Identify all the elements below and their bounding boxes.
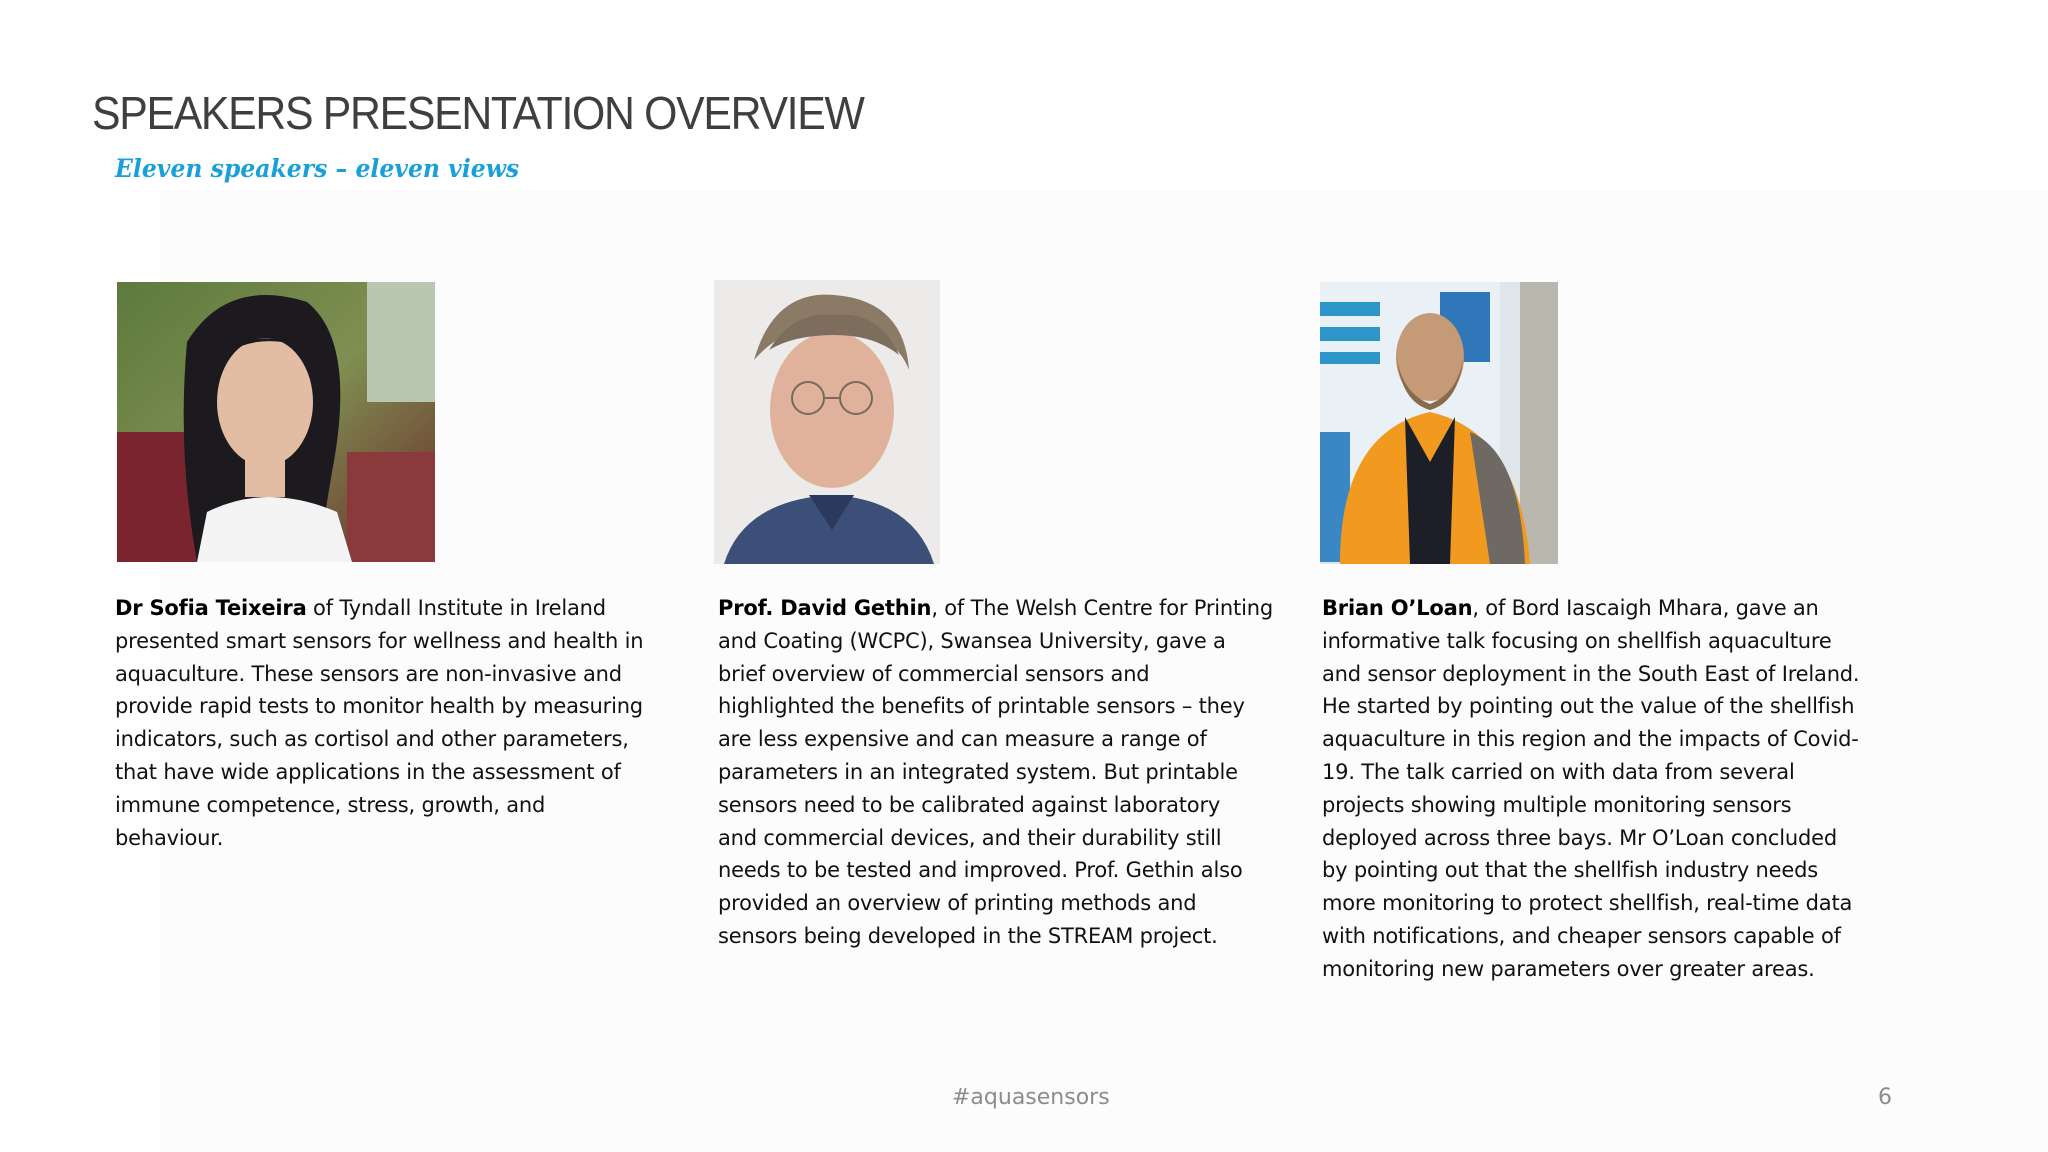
- speaker-photo-man-orange-jacket-icon: [1320, 282, 1558, 564]
- bio-text: immune competence, stress, growth, and: [115, 792, 546, 817]
- bio-text: aquaculture. These sensors are non-invasive and: [115, 661, 622, 686]
- bio-text: informative talk focusing on shellfish aquaculture: [1322, 628, 1832, 653]
- bio-line: [718, 920, 1278, 953]
- speaker-3-bio: [1322, 592, 1882, 986]
- bio-text: parameters in an integrated system. But printable: [718, 759, 1238, 784]
- bio-line: [115, 658, 675, 691]
- bio-line: [718, 756, 1278, 789]
- bio-text: He started by pointing out the value of the shellfish: [1322, 694, 1855, 719]
- speaker-photo-woman-icon: [117, 282, 435, 562]
- bio-line: [1322, 625, 1882, 658]
- bio-line: [718, 658, 1278, 691]
- bio-line: [718, 854, 1278, 887]
- bio-text: that have wide applications in the assessment of: [115, 759, 621, 784]
- bio-line: [1322, 789, 1882, 822]
- bio-text: sensors being developed in the STREAM project.: [718, 923, 1218, 948]
- bio-text: behaviour.: [115, 825, 224, 850]
- bio-line: [1322, 592, 1882, 625]
- bio-line: [718, 690, 1278, 723]
- bio-text: needs to be tested and improved. Prof. Gethin also: [718, 858, 1243, 883]
- speaker-1-bio: [115, 592, 675, 854]
- bio-text: are less expensive and can measure a range of: [718, 727, 1207, 752]
- bio-text: with notifications, and cheaper sensors capable of: [1322, 923, 1841, 948]
- bio-line: [115, 625, 675, 658]
- bio-text: brief overview of commercial sensors and: [718, 661, 1150, 686]
- bio-text: by pointing out that the shellfish industry needs: [1322, 858, 1818, 883]
- bio-line: [115, 756, 675, 789]
- bio-text: presented smart sensors for wellness and health in: [115, 628, 644, 653]
- bio-text: sensors need to be calibrated against laboratory: [718, 792, 1221, 817]
- bio-line: [1322, 822, 1882, 855]
- page-number: 6: [1878, 1085, 1892, 1110]
- bio-line: [1322, 756, 1882, 789]
- bio-text: monitoring new parameters over greater areas.: [1322, 956, 1815, 981]
- bio-line: [1322, 920, 1882, 953]
- bio-text: and sensor deployment in the South East of Ireland.: [1322, 661, 1860, 686]
- bio-text: deployed across three bays. Mr O’Loan concluded: [1322, 825, 1837, 850]
- bio-text: and Coating (WCPC), Swansea University, gave a: [718, 628, 1226, 653]
- footer-hashtag: #aquasensors: [952, 1085, 1110, 1110]
- bio-text: highlighted the benefits of printable sensors – they: [718, 694, 1245, 719]
- speaker-name: Brian O’Loan: [1322, 596, 1473, 620]
- speaker-name: Dr Sofia Teixeira: [115, 596, 307, 620]
- bio-line: [1322, 854, 1882, 887]
- slide-title: SPEAKERS PRESENTATION OVERVIEW: [92, 87, 864, 139]
- speaker-name: Prof. David Gethin: [718, 596, 932, 620]
- bio-line: [718, 822, 1278, 855]
- bio-line: [1322, 658, 1882, 691]
- bio-text: aquaculture in this region and the impacts of Covid-: [1322, 727, 1859, 752]
- bio-text: projects showing multiple monitoring sensors: [1322, 792, 1792, 817]
- bio-text: indicators, such as cortisol and other parameters,: [115, 727, 629, 752]
- bio-text: , of Bord Iascaigh Mhara, gave an: [1472, 596, 1819, 620]
- slide-subtitle: Eleven speakers – eleven views: [115, 154, 520, 183]
- speaker-3-photo: [1320, 282, 1558, 564]
- bio-text: and commercial devices, and their durability still: [718, 825, 1222, 850]
- speaker-2-bio: [718, 592, 1278, 953]
- bio-line: [1322, 690, 1882, 723]
- speaker-1-photo: [117, 282, 435, 562]
- bio-text: provided an overview of printing methods and: [718, 891, 1197, 916]
- bio-line: [1322, 723, 1882, 756]
- speaker-2-photo: [714, 280, 940, 564]
- bio-line: [718, 592, 1278, 625]
- bio-text: provide rapid tests to monitor health by measuring: [115, 694, 643, 719]
- bio-text: of Tyndall Institute in Ireland: [306, 596, 606, 620]
- bio-text: more monitoring to protect shellfish, real-time data: [1322, 891, 1853, 916]
- bio-line: [718, 723, 1278, 756]
- bio-text: , of The Welsh Centre for Printing: [931, 596, 1273, 620]
- bio-line: [115, 723, 675, 756]
- bio-line: [115, 822, 675, 855]
- bio-line: [718, 887, 1278, 920]
- speaker-photo-man-glasses-icon: [714, 280, 940, 564]
- bio-line: [718, 789, 1278, 822]
- bio-line: [115, 789, 675, 822]
- bio-text: 19. The talk carried on with data from several: [1322, 759, 1795, 784]
- bio-line: [1322, 887, 1882, 920]
- bio-line: [115, 592, 675, 625]
- bio-line: [115, 690, 675, 723]
- bio-line: [718, 625, 1278, 658]
- bio-line: [1322, 953, 1882, 986]
